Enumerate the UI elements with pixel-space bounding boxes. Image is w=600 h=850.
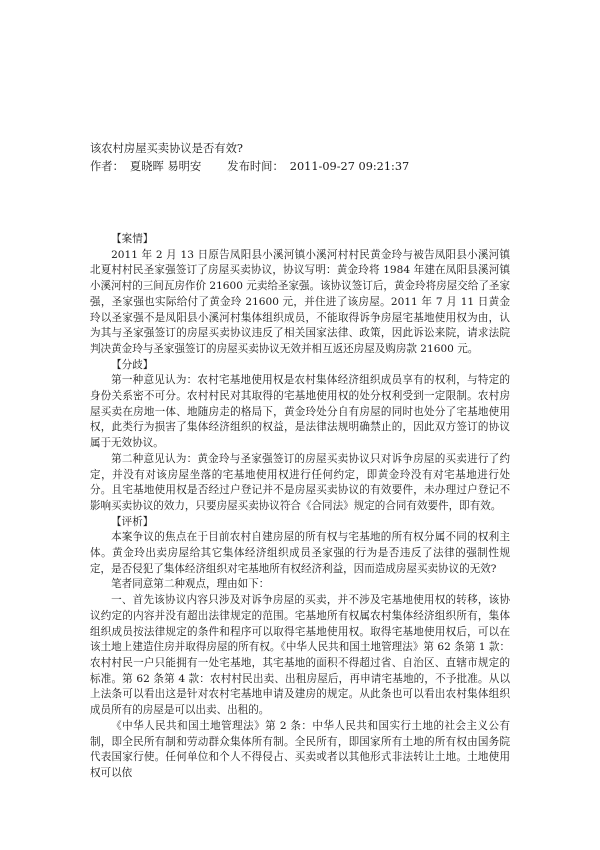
review-heading: 【评析】 [111,515,154,528]
article-header [90,140,530,176]
article-body [90,232,510,782]
review-paragraph-1: 本案争议的焦点在于目前农村自建房屋的所有权与宅基地的所有权分属不同的权利主体。黄金玲出卖房屋给其它集体经济组织成员圣家强的行为是否违反了法律的强制性规定，是否侵犯了集体经济组织对宅基地所有权经济利益，因而造成房屋买卖协议的无效? [90,531,510,575]
author-names: 夏晓晖 易明安 [129,160,202,173]
date-label: 发布时间： [227,160,284,173]
case-paragraph: 2011 年 2 月 13 日原告凤阳县小溪河镇小溪河村村民黄金玲与被告凤阳县小溪河镇北夏村村民圣家强签订了房屋买卖协议，协议写明：黄金玲将 1984 年建在凤阳县溪河镇小溪河村的三间瓦房作价 21600 元卖给圣家强。该协议签订后，黄金玲将房屋交给了圣家强，圣家强也实际给付了黄金玲 21600 元，并住进了该房屋。2011 年 7 月 11 日黄金玲以圣家强不是凤阳县小溪河村集体组织成员，不能取得诉争房屋宅基地使用权为由，认为其与圣家强签订的房屋买卖协议违反了相关国家法律、政策，因此诉讼来院，请求法院判决黄金玲与圣家强签订的房屋买卖协议无效并相互返还房屋及购房款 21600 元。 [90,248,510,355]
case-heading: 【案情】 [111,233,154,245]
publish-date: 2011-09-27 09:21:37 [289,160,410,173]
point-one-paragraph: 一、首先该协议内容只涉及对诉争房屋的买卖，并不涉及宅基地使用权的转移，该协议约定的内容并没有超出法律规定的范围。宅基地所有权属农村集体经济组织所有，集体组织成员按法律规定的条件和程序可以取得宅基地使用权。取得宅基地使用权后，可以在该土地上建造住房并取得房屋的所有权。《中华人民共和国土地管理法》第 62 条第 1 款：农村村民一户只能拥有一处宅基地，其宅基地的面积不得超过省、自治区、直辖市规定的标准。第 62 条第 4 款：农村村民出卖、出租房屋后，再申请宅基地的，不予批准。从以上法条可以看出这是针对农村宅基地申请及建房的规定。从此条也可以看出农村集体组织成员所有的房屋是可以出卖、出租的。 [90,594,510,717]
opinion-one-paragraph: 第一种意见认为：农村宅基地使用权是农村集体经济组织成员享有的权利，与特定的身份关系密不可分。农村村民对其取得的宅基地使用权的处分权利受到一定限制。农村房屋买卖在房地一体、地随房走的格局下，黄金玲处分自有房屋的同时也处分了宅基地使用权，此类行为损害了集体经济组织的权益，是法律法规明确禁止的，因此双方签订的协议属于无效协议。 [90,374,510,450]
opinion-two-paragraph: 第二种意见认为：黄金玲与圣家强签订的房屋买卖协议只对诉争房屋的买卖进行了约定，并没有对该房屋坐落的宅基地使用权进行任何约定，即黄金玲没有对宅基地进行处分。且宅基地使用权是否经过户登记并不是房屋买卖协议的有效要件，未办理过户登记不影响买卖协议的效力，只要房屋买卖协议符合《合同法》规定的合同有效要件，即有效。 [90,452,510,512]
article-title: 该农村房屋买卖协议是否有效? [90,142,243,155]
land-law-paragraph: 《中华人民共和国土地管理法》第 2 条：中华人民共和国实行土地的社会主义公有制，即全民所有制和劳动群众集体所有制。全民所有，即国家所有土地的所有权由国务院代表国家行使。任何单位和个人不得侵占、买卖或者以其他形式非法转让土地。土地使用权可以依 [90,719,510,779]
review-paragraph-2: 笔者同意第二种观点，理由如下： [111,578,270,591]
author-label: 作者： [90,160,124,173]
dispute-heading: 【分歧】 [111,358,154,371]
article-meta [90,158,530,176]
